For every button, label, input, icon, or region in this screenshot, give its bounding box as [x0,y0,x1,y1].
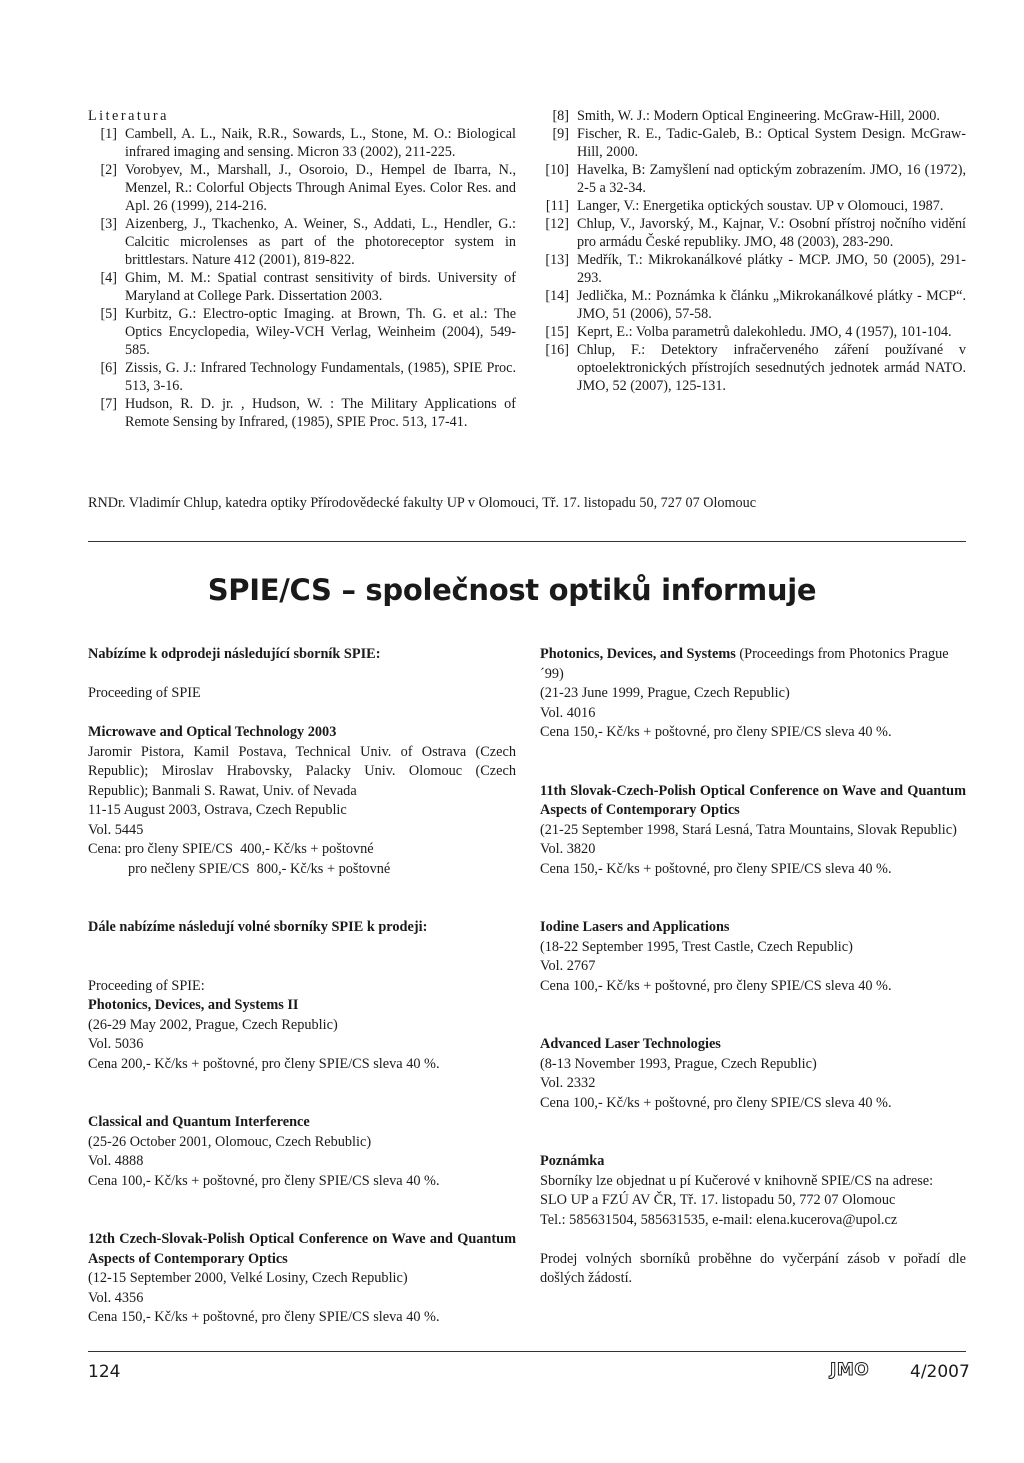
order-note [540,1152,966,1289]
reference-number: [14] [545,288,569,304]
item-price-nonmembers: pro nečleny SPIE/CS 800,- Kč/ks + poštovné [128,860,391,877]
item-date: (25-26 October 2001, Olomouc, Czech Rebublic) [88,1133,372,1150]
item-title: 11th Slovak-Czech-Polish Optical Conference on Wave and Quantum Aspects of Contemporary Optics [540,782,966,818]
item-title: Advanced Laser Technologies [540,1036,721,1052]
item-volume: Vol. 2332 [540,1075,596,1091]
note-address: SLO UP a FZÚ AV ČR, Tř. 17. listopadu 50, 772 07 Olomouc [540,1192,896,1208]
reference-text: Ghim, M. M.: Spatial contrast sensitivity of birds. University of Maryland at College Park. Dissertation 2003. [125,270,516,304]
page-number: 124 [88,1362,121,1382]
reference-text: Vorobyev, M., Marshall, J., Osoroio, D., Hempel de Ibarra, N., Menzel, R.: Colorful Objects Through Animal Eyes. Color Res. and Apl. 26 (1999), 214-216. [125,162,516,214]
item-price: Cena 100,- Kč/ks + poštovné, pro členy SPIE/CS sleva 40 %. [88,1172,440,1189]
proceeding-item [88,1113,516,1191]
reference-number: [16] [545,342,569,358]
item-price: Cena 150,- Kč/ks + poštovné, pro členy SPIE/CS sleva 40 %. [88,1309,440,1325]
item-date: 11-15 August 2003, Ostrava, Czech Republic [88,802,347,818]
item-price-members: Cena: pro členy SPIE/CS 400,- Kč/ks + poštovné [88,841,374,857]
literature-heading: Literatura [88,108,169,124]
reference-text: Langer, V.: Energetika optických soustav. UP v Olomouci, 1987. [577,198,944,214]
reference-number: [3] [100,216,117,232]
reference-number: [4] [100,270,117,286]
item-title: Photonics, Devices, and Systems II [88,997,299,1013]
reference-item [540,215,966,251]
reference-text: Hudson, R. D. jr. , Hudson, W. : The Military Applications of Remote Sensing by Infrared, (1985), SPIE Proc. 513, 17-41. [125,396,516,430]
note-heading: Poznámka [540,1153,605,1169]
item-price: Cena 100,- Kč/ks + poštovné, pro členy SPIE/CS sleva 40 %. [540,1094,892,1111]
reference-text: Havelka, B: Zamyšlení nad optickým zobrazením. JMO, 16 (1972), 2-5 a 32-34. [577,162,966,196]
section-title: SPIE/CS – společnost optiků informuje [207,573,817,607]
item-volume: Vol. 5036 [88,1036,144,1052]
reference-text: Chlup, V., Javorský, M., Kajnar, V.: Osobní přístroj nočního vidění pro armádu České republiky. JMO, 48 (2003), 283-290. [577,216,966,250]
note-text: Sborníky lze objednat u pí Kučerové v knihovně SPIE/CS na adrese: [540,1172,934,1189]
note-contact: Tel.: 585631504, 585631535, e-mail: elena.kucerova@upol.cz [540,1211,898,1228]
item-title: Microwave and Optical Technology 2003 [88,724,337,740]
reference-item [540,161,966,197]
item-date: (21-25 September 1998, Stará Lesná, Tatra Mountains, Slovak Republic) [540,821,957,838]
item-date: (12-15 September 2000, Velké Losiny, Czech Republic) [88,1270,408,1286]
item-volume: Vol. 4888 [88,1153,144,1169]
proceeding-item [540,645,966,743]
proceeding-item [540,782,966,880]
reference-item [540,323,966,341]
footer-divider [88,1351,966,1352]
item-price: Cena 150,- Kč/ks + poštovné, pro členy SPIE/CS sleva 40 %. [540,724,892,740]
item-price: Cena 150,- Kč/ks + poštovné, pro členy SPIE/CS sleva 40 %. [540,860,892,877]
reference-item [88,395,516,431]
proceeding-item [88,723,516,879]
reference-number: [10] [545,162,569,178]
issue-number: 4/2007 [910,1362,970,1382]
author-affiliation: RNDr. Vladimír Chlup, katedra optiky Přírodovědecké fakulty UP v Olomouci, Tř. 17. listopadu 50, 727 07 Olomouc [88,495,757,511]
reference-item [540,107,966,125]
item-price: Cena 200,- Kč/ks + poštovné, pro členy SPIE/CS sleva 40 %. [88,1055,440,1072]
item-date: (18-22 September 1995, Trest Castle, Czech Republic) [540,938,853,955]
proceeding-item [88,996,516,1074]
item-volume: Vol. 4016 [540,704,596,721]
reference-number: [13] [545,252,569,268]
item-volume: Vol. 5445 [88,821,144,838]
reference-number: [12] [545,216,569,232]
item-title: 12th Czech-Slovak-Polish Optical Conference on Wave and Quantum Aspects of Contemporary Optics [88,1231,516,1267]
reference-item [540,341,966,395]
reference-number: [6] [100,360,117,376]
reference-item [540,197,966,215]
reference-item [540,287,966,323]
reference-number: [1] [100,126,117,142]
reference-item [88,125,516,161]
reference-item [88,359,516,395]
references-left-column [88,107,516,431]
reference-number: [15] [545,324,569,340]
reference-text: Zissis, G. J.: Infrared Technology Fundamentals, (1985), SPIE Proc. 513, 3-16. [125,360,516,394]
more-offer-heading: Dále nabízíme následují volné sborníky SPIE k prodeji: [88,919,428,935]
reference-text: Smith, W. J.: Modern Optical Engineering. McGraw-Hill, 2000. [577,108,940,124]
reference-number: [5] [100,306,117,322]
reference-item [88,305,516,359]
reference-text: Keprt, E.: Volba parametrů dalekohledu. JMO, 4 (1957), 101-104. [577,324,952,340]
reference-text: Jedlička, M.: Poznámka k článku „Mikrokanálkové plátky - MCP“. JMO, 51 (2006), 57-58. [577,288,966,322]
item-title: Photonics, Devices, and Systems [540,646,736,662]
reference-text: Medřík, T.: Mikrokanálkové plátky - MCP. JMO, 50 (2005), 291-293. [577,252,966,286]
reference-number: [11] [545,198,569,214]
item-date: (8-13 November 1993, Prague, Czech Republic) [540,1055,817,1072]
item-price: Cena 100,- Kč/ks + poštovné, pro členy SPIE/CS sleva 40 %. [540,977,892,994]
proceeding-item [540,918,966,996]
reference-text: Fischer, R. E., Tadic-Galeb, B.: Optical System Design. McGraw-Hill, 2000. [577,126,966,160]
item-title: Classical and Quantum Interference [88,1114,310,1130]
reference-number: [9] [552,126,569,142]
reference-number: [7] [100,396,117,412]
item-volume: Vol. 4356 [88,1289,144,1306]
item-title: Iodine Lasers and Applications [540,919,730,935]
item-date: (21-23 June 1999, Prague, Czech Republic) [540,685,790,701]
proceeding-label: Proceeding of SPIE [88,685,201,701]
reference-item [88,269,516,305]
item-subtitle: (Proceedings from Photonics Prague ´99) [540,646,949,682]
item-volume: Vol. 2767 [540,958,596,974]
reference-number: [8] [552,108,569,124]
proceeding-label: Proceeding of SPIE: [88,977,205,994]
item-date: (26-29 May 2002, Prague, Czech Republic) [88,1016,338,1033]
reference-text: Chlup, F.: Detektory infračerveného záření používané v optoelektronických přístrojích sesednutých jednotek armád NATO. JMO, 52 (2007), 125-131. [577,342,966,394]
item-volume: Vol. 3820 [540,841,596,857]
proceeding-item [540,1035,966,1113]
references-right-column [540,107,966,395]
reference-text: Kurbitz, G.: Electro-optic Imaging. at Brown, Th. G. et al.: The Optics Encyclopedia, Wiley-VCH Verlag, Weinheim (2004), 549-585. [125,306,516,358]
offer-heading: Nabízíme k odprodeji následující sborník SPIE: [88,646,381,662]
item-authors: Jaromir Pistora, Kamil Postava, Technical Univ. of Ostrava (Czech Republic); Miroslav Hrabovsky, Palacky Univ. Olomouc (Czech Republic); Banmali S. Rawat, Univ. of Nevada [88,743,516,799]
offer-left-column [88,645,516,1328]
reference-item [540,125,966,161]
reference-item [540,251,966,287]
journal-logo: JMO [830,1360,870,1380]
offer-right-column [540,645,966,1289]
reference-number: [2] [100,162,117,178]
proceeding-item [88,1230,516,1328]
reference-text: Cambell, A. L., Naik, R.R., Sowards, L., Stone, M. O.: Biological infrared imaging and sensing. Micron 33 (2002), 211-225. [125,126,516,160]
reference-text: Aizenberg, J., Tkachenko, A. Weiner, S., Addati, L., Hendler, G.: Calcitic microlenses as part of the photoreceptor system in brittlestars. Nature 412 (2001), 819-822. [125,216,516,268]
reference-item [88,161,516,215]
note-sale: Prodej volných sborníků proběhne do vyčerpání zásob v pořadí dle došlých žádostí. [540,1250,966,1286]
section-divider [88,541,966,542]
reference-item [88,215,516,269]
